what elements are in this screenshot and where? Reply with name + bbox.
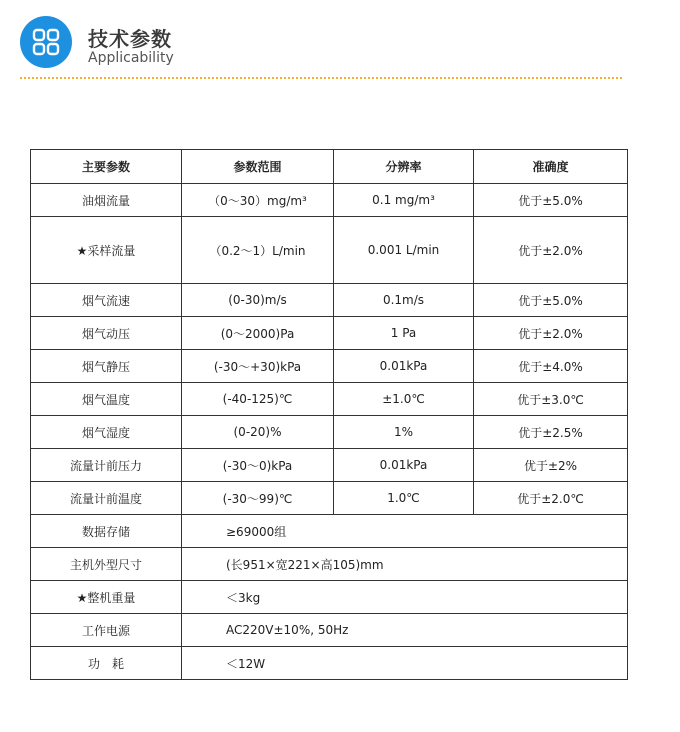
range-cell: （0.2～1）L/min <box>182 217 334 284</box>
range-cell: (0-30)m/s <box>182 284 334 317</box>
resolution-cell: 0.001 L/min <box>334 217 474 284</box>
table-row <box>31 217 628 284</box>
range-cell: (0-20)% <box>182 416 334 449</box>
table-row <box>31 350 628 383</box>
range-cell: (-40-125)℃ <box>182 383 334 416</box>
param-cell: 烟气温度 <box>31 383 182 416</box>
table-row <box>31 614 628 647</box>
range-cell: (0～2000)Pa <box>182 317 334 350</box>
accuracy-cell: 优于±5.0% <box>474 184 628 217</box>
range-cell: (-30～+30)kPa <box>182 350 334 383</box>
page-subtitle: Applicability <box>88 50 174 66</box>
accuracy-cell: 优于±5.0% <box>474 284 628 317</box>
header-cell: 分辨率 <box>334 150 474 184</box>
value-cell: ≥69000组 <box>182 515 628 548</box>
accuracy-cell: 优于±3.0℃ <box>474 383 628 416</box>
section-header <box>20 16 640 72</box>
table-row <box>31 284 628 317</box>
table-row <box>31 184 628 217</box>
value-cell: ＜12W <box>182 647 628 680</box>
param-cell: 烟气湿度 <box>31 416 182 449</box>
param-cell: 数据存储 <box>31 515 182 548</box>
table-row <box>31 581 628 614</box>
accuracy-cell: 优于±2.5% <box>474 416 628 449</box>
accuracy-cell: 优于±2.0℃ <box>474 482 628 515</box>
param-cell: 烟气动压 <box>31 317 182 350</box>
accuracy-cell: 优于±2% <box>474 449 628 482</box>
header-cell: 参数范围 <box>182 150 334 184</box>
resolution-cell: 1 Pa <box>334 317 474 350</box>
table-row <box>31 647 628 680</box>
table-header-row <box>31 150 628 184</box>
resolution-cell: 0.1 mg/m³ <box>334 184 474 217</box>
range-cell: （0～30）mg/m³ <box>182 184 334 217</box>
range-cell: (-30～0)kPa <box>182 449 334 482</box>
dotted-divider <box>20 77 622 79</box>
range-cell: (-30～99)℃ <box>182 482 334 515</box>
value-cell: AC220V±10%, 50Hz <box>182 614 628 647</box>
value-cell: ＜3kg <box>182 581 628 614</box>
param-cell: 工作电源 <box>31 614 182 647</box>
param-cell: 油烟流量 <box>31 184 182 217</box>
page-title: 技术参数 <box>88 27 172 51</box>
table-row <box>31 449 628 482</box>
resolution-cell: ±1.0℃ <box>334 383 474 416</box>
param-cell: 烟气静压 <box>31 350 182 383</box>
header-cell: 准确度 <box>474 150 628 184</box>
param-cell: ★整机重量 <box>31 581 182 614</box>
accuracy-cell: 优于±2.0% <box>474 317 628 350</box>
value-cell: (长951×宽221×高105)mm <box>182 548 628 581</box>
header-cell: 主要参数 <box>31 150 182 184</box>
resolution-cell: 1% <box>334 416 474 449</box>
resolution-cell: 1.0℃ <box>334 482 474 515</box>
table-row <box>31 515 628 548</box>
resolution-cell: 0.1m/s <box>334 284 474 317</box>
param-cell: 流量计前压力 <box>31 449 182 482</box>
table-row <box>31 548 628 581</box>
table-row <box>31 482 628 515</box>
param-cell: 烟气流速 <box>31 284 182 317</box>
table-row <box>31 317 628 350</box>
table-row <box>31 383 628 416</box>
table-row <box>31 416 628 449</box>
accuracy-cell: 优于±4.0% <box>474 350 628 383</box>
param-cell: ★采样流量 <box>31 217 182 284</box>
parameters-table <box>30 149 628 680</box>
param-cell: 流量计前温度 <box>31 482 182 515</box>
grid-icon <box>20 16 72 68</box>
param-cell: 功 耗 <box>31 647 182 680</box>
resolution-cell: 0.01kPa <box>334 350 474 383</box>
resolution-cell: 0.01kPa <box>334 449 474 482</box>
param-cell: 主机外型尺寸 <box>31 548 182 581</box>
accuracy-cell: 优于±2.0% <box>474 217 628 284</box>
